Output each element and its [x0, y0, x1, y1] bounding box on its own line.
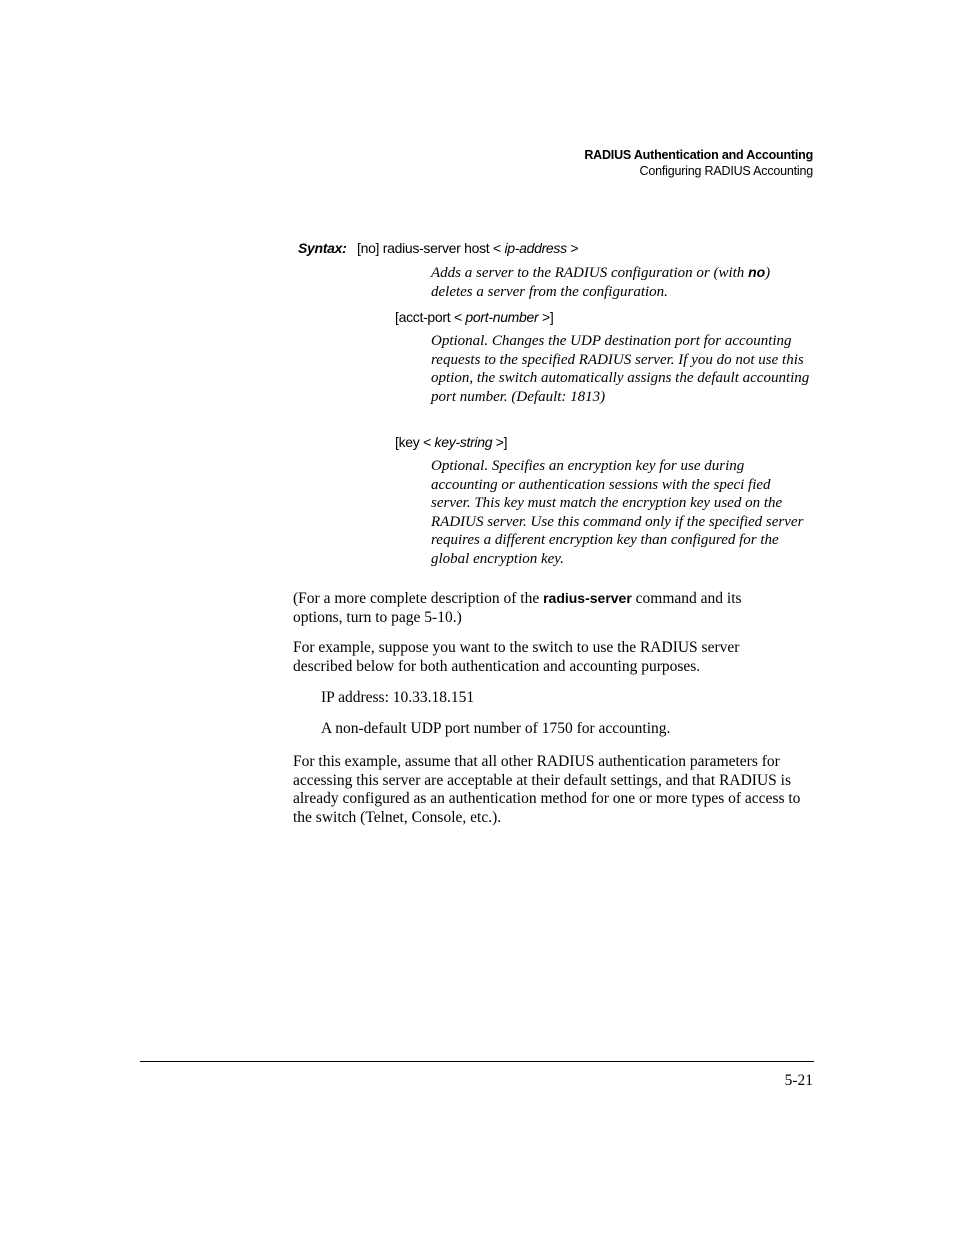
syntax-command-suffix: > [566, 240, 579, 256]
chapter-title: RADIUS Authentication and Accounting [584, 148, 813, 162]
section-title: Configuring RADIUS Accounting [639, 164, 813, 178]
host-description-part1: Adds a server to the RADIUS configuration or (with [431, 265, 749, 281]
acct-port-parameter [395, 307, 553, 327]
key-suffix: >] [492, 434, 508, 450]
syntax-label: Syntax: [298, 240, 347, 256]
key-param: key-string [434, 434, 493, 450]
syntax-command [357, 238, 578, 258]
udp-port-item: A non-default UDP port number of 1750 for accounting. [321, 720, 671, 737]
page-number: 5-21 [784, 1072, 813, 1089]
paragraph-example: For example, suppose you want to the switch to use the RADIUS server described below for both authentication and accounting purposes. [293, 639, 740, 675]
ip-address-item: IP address: 10.33.18.151 [321, 689, 475, 706]
footer-rule [140, 1061, 814, 1062]
key-prefix: [key < [395, 434, 435, 450]
acct-port-prefix: [acct-port < [395, 309, 466, 325]
syntax-command-param: ip-address [504, 240, 567, 256]
host-description [431, 263, 813, 301]
paragraph-reference-part1: (For a more complete description of the [293, 590, 544, 607]
host-description-part2: ) deletes a server from the configuration. [431, 265, 771, 300]
key-parameter [395, 432, 507, 452]
key-description: Optional. Specifies an encryption key for use during accounting or authentication sessions with the speci fied server. This key must match the encryption key used on the RADIUS server. Use this command only if the specified server requires a different encryption key than configured for the global encryption key. [431, 458, 804, 567]
paragraph-reference [293, 589, 793, 627]
paragraph-reference-part2: command and its options, turn to page 5-10.) [293, 590, 742, 626]
syntax-line [298, 238, 579, 258]
running-header [584, 147, 813, 179]
acct-port-param: port-number [465, 309, 539, 325]
acct-port-suffix: >] [538, 309, 554, 325]
acct-port-description: Optional. Changes the UDP destination port for accounting requests to the specified RADIUS server. If you do not use this option, the switch automatically assigns the default accounting port number. (Default: 1813) [431, 333, 810, 405]
radius-server-command: radius-server [543, 590, 632, 606]
syntax-command-prefix: [no] radius-server host < [357, 240, 505, 256]
paragraph-assumptions: For this example, assume that all other RADIUS authentication parameters for accessing this server are acceptable at their default settings, and that RADIUS is already configured as an authentication method for one or more types of access to the switch (Telnet, Console, etc.). [293, 753, 801, 826]
host-description-no-keyword: no [748, 264, 766, 280]
